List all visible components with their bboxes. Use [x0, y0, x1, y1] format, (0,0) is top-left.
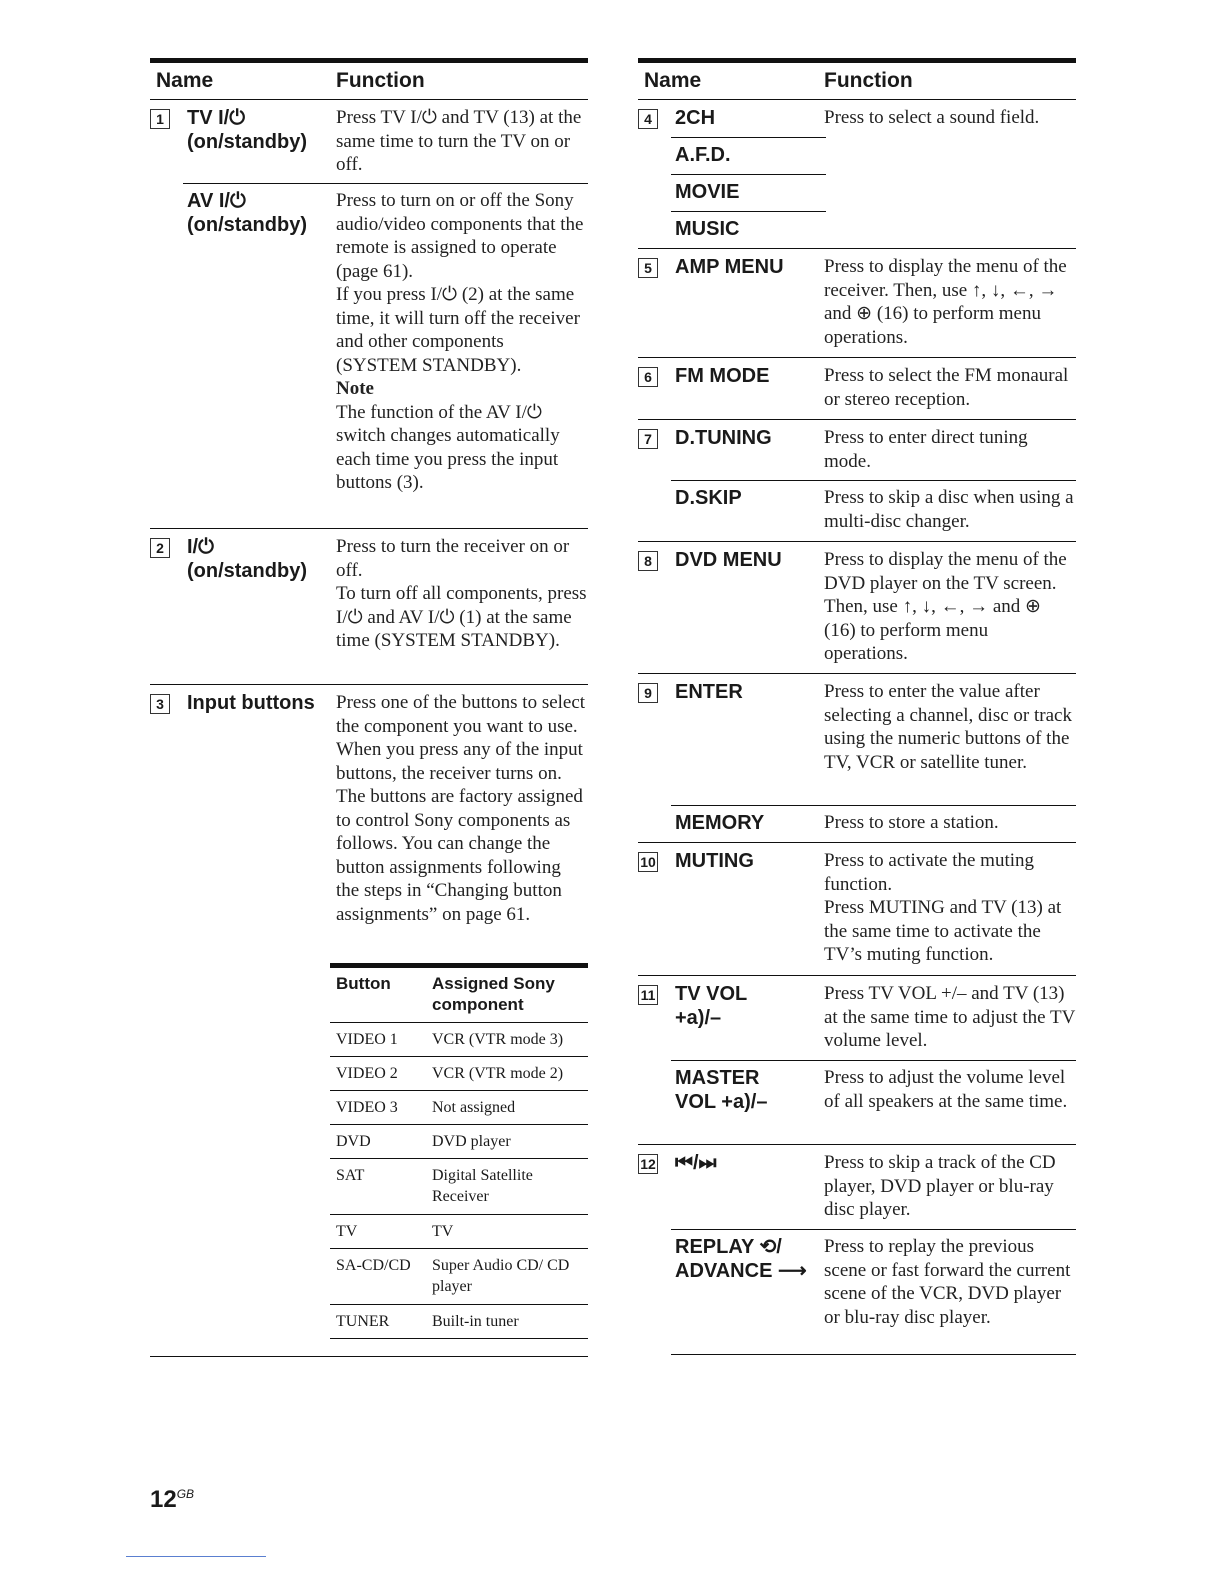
row-music [638, 211, 1076, 248]
row-muting [638, 842, 1076, 975]
row-master-vol [638, 1060, 1076, 1144]
cell-button: TUNER [336, 1313, 390, 1330]
cell-component: VCR (VTR mode 2) [432, 1065, 564, 1082]
item-number: 4 [638, 109, 658, 129]
item-function: Press to adjust the volume level of all speakers at the same time. [824, 1067, 1068, 1112]
item-function: Press to replay the previous scene or fast forward the current scene of the VCR, DVD player or blu-ray disc player. [824, 1236, 1071, 1328]
item-name: D.SKIP [675, 487, 742, 509]
row-d-tuning [638, 419, 1076, 480]
item-name: 2CH [675, 107, 716, 129]
item-name: FM MODE [675, 365, 770, 387]
item-function: Press TV VOL +/– and TV (13) at the same time to adjust the TV volume level. [824, 983, 1075, 1051]
row-receiver-standby [150, 528, 588, 684]
cell-component: Super Audio CD/ CD player [432, 1257, 570, 1295]
item-function: Press to store a station. [824, 812, 999, 833]
item-function: Press to turn on or off the Sony audio/video components that the remote is assigned to operate (page 61). If you press I/⏻ (2) at the same time, it will turn off the receiver and other components (SYSTEM STANDBY). Note The function of the AV I/⏻ switch changes automatically each time you press the input buttons (3). [336, 190, 584, 493]
item-name: A.F.D. [675, 144, 731, 166]
row-enter [638, 673, 1076, 805]
item-name: ENTER [675, 681, 743, 703]
row-afd [638, 137, 1076, 174]
row-divider [671, 211, 826, 212]
item-function: Press TV I/⏻ and TV (13) at the same time to turn the TV on or off. [336, 107, 582, 175]
left-table-header [150, 58, 588, 100]
item-number: 12 [638, 1154, 658, 1174]
row-movie [638, 174, 1076, 211]
cell-button: DVD [336, 1133, 371, 1150]
item-number: 8 [638, 551, 658, 571]
right-table-header [638, 58, 1076, 100]
item-number: 7 [638, 429, 658, 449]
cell-button: VIDEO 2 [336, 1065, 398, 1082]
item-function: Press to display the menu of the DVD player on the TV screen. Then, use ↑, ↓, ←, → and ⊕ (16) to perform menu operations. [824, 549, 1067, 664]
table-row [330, 1125, 588, 1159]
header-button: Button [336, 974, 391, 993]
table-row [330, 1159, 588, 1215]
item-function: Press to enter direct tuning mode. [824, 427, 1028, 472]
cell-button: TV [336, 1223, 358, 1240]
row-2ch [638, 100, 1076, 137]
item-function: Press one of the buttons to select the component you want to use. When you press any of the input buttons, the receiver turns on. The buttons are factory assigned to control Sony components as follows. You can change the button assignments following the steps in “Changing button assignments” on page 61. [336, 692, 586, 925]
header-function: Function [336, 69, 425, 92]
item-function: Press to select a sound field. [824, 107, 1040, 128]
row-av-standby [150, 183, 588, 528]
row-divider [671, 137, 826, 138]
item-name: TV VOL +a)/– [675, 983, 748, 1029]
cell-component: Digital Satellite Receiver [432, 1167, 533, 1205]
footer-link-line [126, 1556, 266, 1557]
item-name: DVD MENU [675, 549, 782, 571]
row-divider [183, 183, 588, 184]
cell-button: SAT [336, 1167, 365, 1184]
table-row [330, 1249, 588, 1305]
item-number: 5 [638, 258, 658, 278]
table-row [330, 1215, 588, 1249]
row-divider [671, 174, 826, 175]
header-function: Function [824, 69, 913, 92]
cell-button: VIDEO 1 [336, 1031, 398, 1048]
row-skip-track [638, 1144, 1076, 1229]
cell-component: DVD player [432, 1133, 511, 1150]
left-table [150, 58, 588, 1353]
item-number: 6 [638, 367, 658, 387]
item-name: REPLAY ⟲/ ADVANCE ⟶ [675, 1236, 807, 1282]
item-name: D.TUNING [675, 427, 772, 449]
item-function: Press to skip a disc when using a multi-disc changer. [824, 487, 1074, 532]
item-name: ⏮/⏭ [675, 1152, 717, 1174]
item-number: 10 [638, 852, 658, 872]
item-function: Press to select the FM monaural or stereo reception. [824, 365, 1069, 410]
cell-component: Not assigned [432, 1099, 516, 1116]
row-divider [671, 805, 1076, 806]
row-amp-menu [638, 248, 1076, 357]
row-fm-mode [638, 357, 1076, 419]
row-d-skip [638, 480, 1076, 541]
row-replay-advance [638, 1229, 1076, 1362]
item-name: AV I/⏻ (on/standby) [187, 190, 307, 236]
item-name: Input buttons [187, 692, 315, 714]
item-name: TV I/⏻ (on/standby) [187, 107, 307, 153]
item-name: MASTER VOL +a)/– [675, 1067, 768, 1113]
item-name: MEMORY [675, 812, 765, 834]
cell-component: TV [432, 1223, 454, 1240]
item-function: Press to skip a track of the CD player, DVD player or blu-ray disc player. [824, 1152, 1056, 1220]
row-divider [671, 1229, 1076, 1230]
row-divider [671, 480, 1076, 481]
row-dvd-menu [638, 541, 1076, 673]
item-function: Press to activate the muting function. Press MUTING and TV (13) at the same time to activate the TV’s muting function. [824, 850, 1062, 965]
item-number: 9 [638, 683, 658, 703]
item-name: MOVIE [675, 181, 740, 203]
table-bottom-rule [150, 1356, 588, 1357]
table-row [330, 1023, 588, 1057]
item-number: 3 [150, 694, 170, 714]
item-name: MUTING [675, 850, 754, 872]
item-function: Press to display the menu of the receiver. Then, use ↑, ↓, ←, → and ⊕ (16) to perform menu operations. [824, 256, 1067, 348]
item-function: Press to turn the receiver on or off. To turn off all components, press I/⏻ and AV I/⏻ (1) at the same time (SYSTEM STANDBY). [336, 536, 587, 651]
cell-component: VCR (VTR mode 3) [432, 1031, 564, 1048]
item-number: 11 [638, 985, 658, 1005]
item-function: Press to enter the value after selecting a channel, disc or track using the numeric buttons of the TV, VCR or satellite tuner. [824, 681, 1072, 773]
item-name: MUSIC [675, 218, 740, 240]
row-tv-vol [638, 975, 1076, 1060]
item-name: AMP MENU [675, 256, 784, 278]
table-row [330, 1057, 588, 1091]
row-divider [671, 1060, 1076, 1061]
assignment-table-header [330, 963, 588, 1023]
row-input-buttons [150, 684, 588, 1353]
table-bottom-rule [671, 1354, 1076, 1355]
cell-button: SA-CD/CD [336, 1257, 411, 1274]
row-memory [638, 805, 1076, 842]
item-name: I/⏻ (on/standby) [187, 536, 307, 582]
page-number: $12^{GB}$ [150, 1486, 195, 1513]
header-name: Name [644, 69, 702, 92]
item-number: 1 [150, 109, 170, 129]
table-row [330, 1305, 588, 1339]
cell-button: VIDEO 3 [336, 1099, 398, 1116]
header-name: Name [156, 69, 214, 92]
row-tv-standby [150, 100, 588, 183]
header-component: Assigned Sony component [432, 974, 555, 1014]
right-table [638, 58, 1076, 1362]
assignment-table [330, 963, 588, 1339]
cell-component: Built-in tuner [432, 1313, 519, 1330]
item-number: 2 [150, 538, 170, 558]
table-row [330, 1091, 588, 1125]
